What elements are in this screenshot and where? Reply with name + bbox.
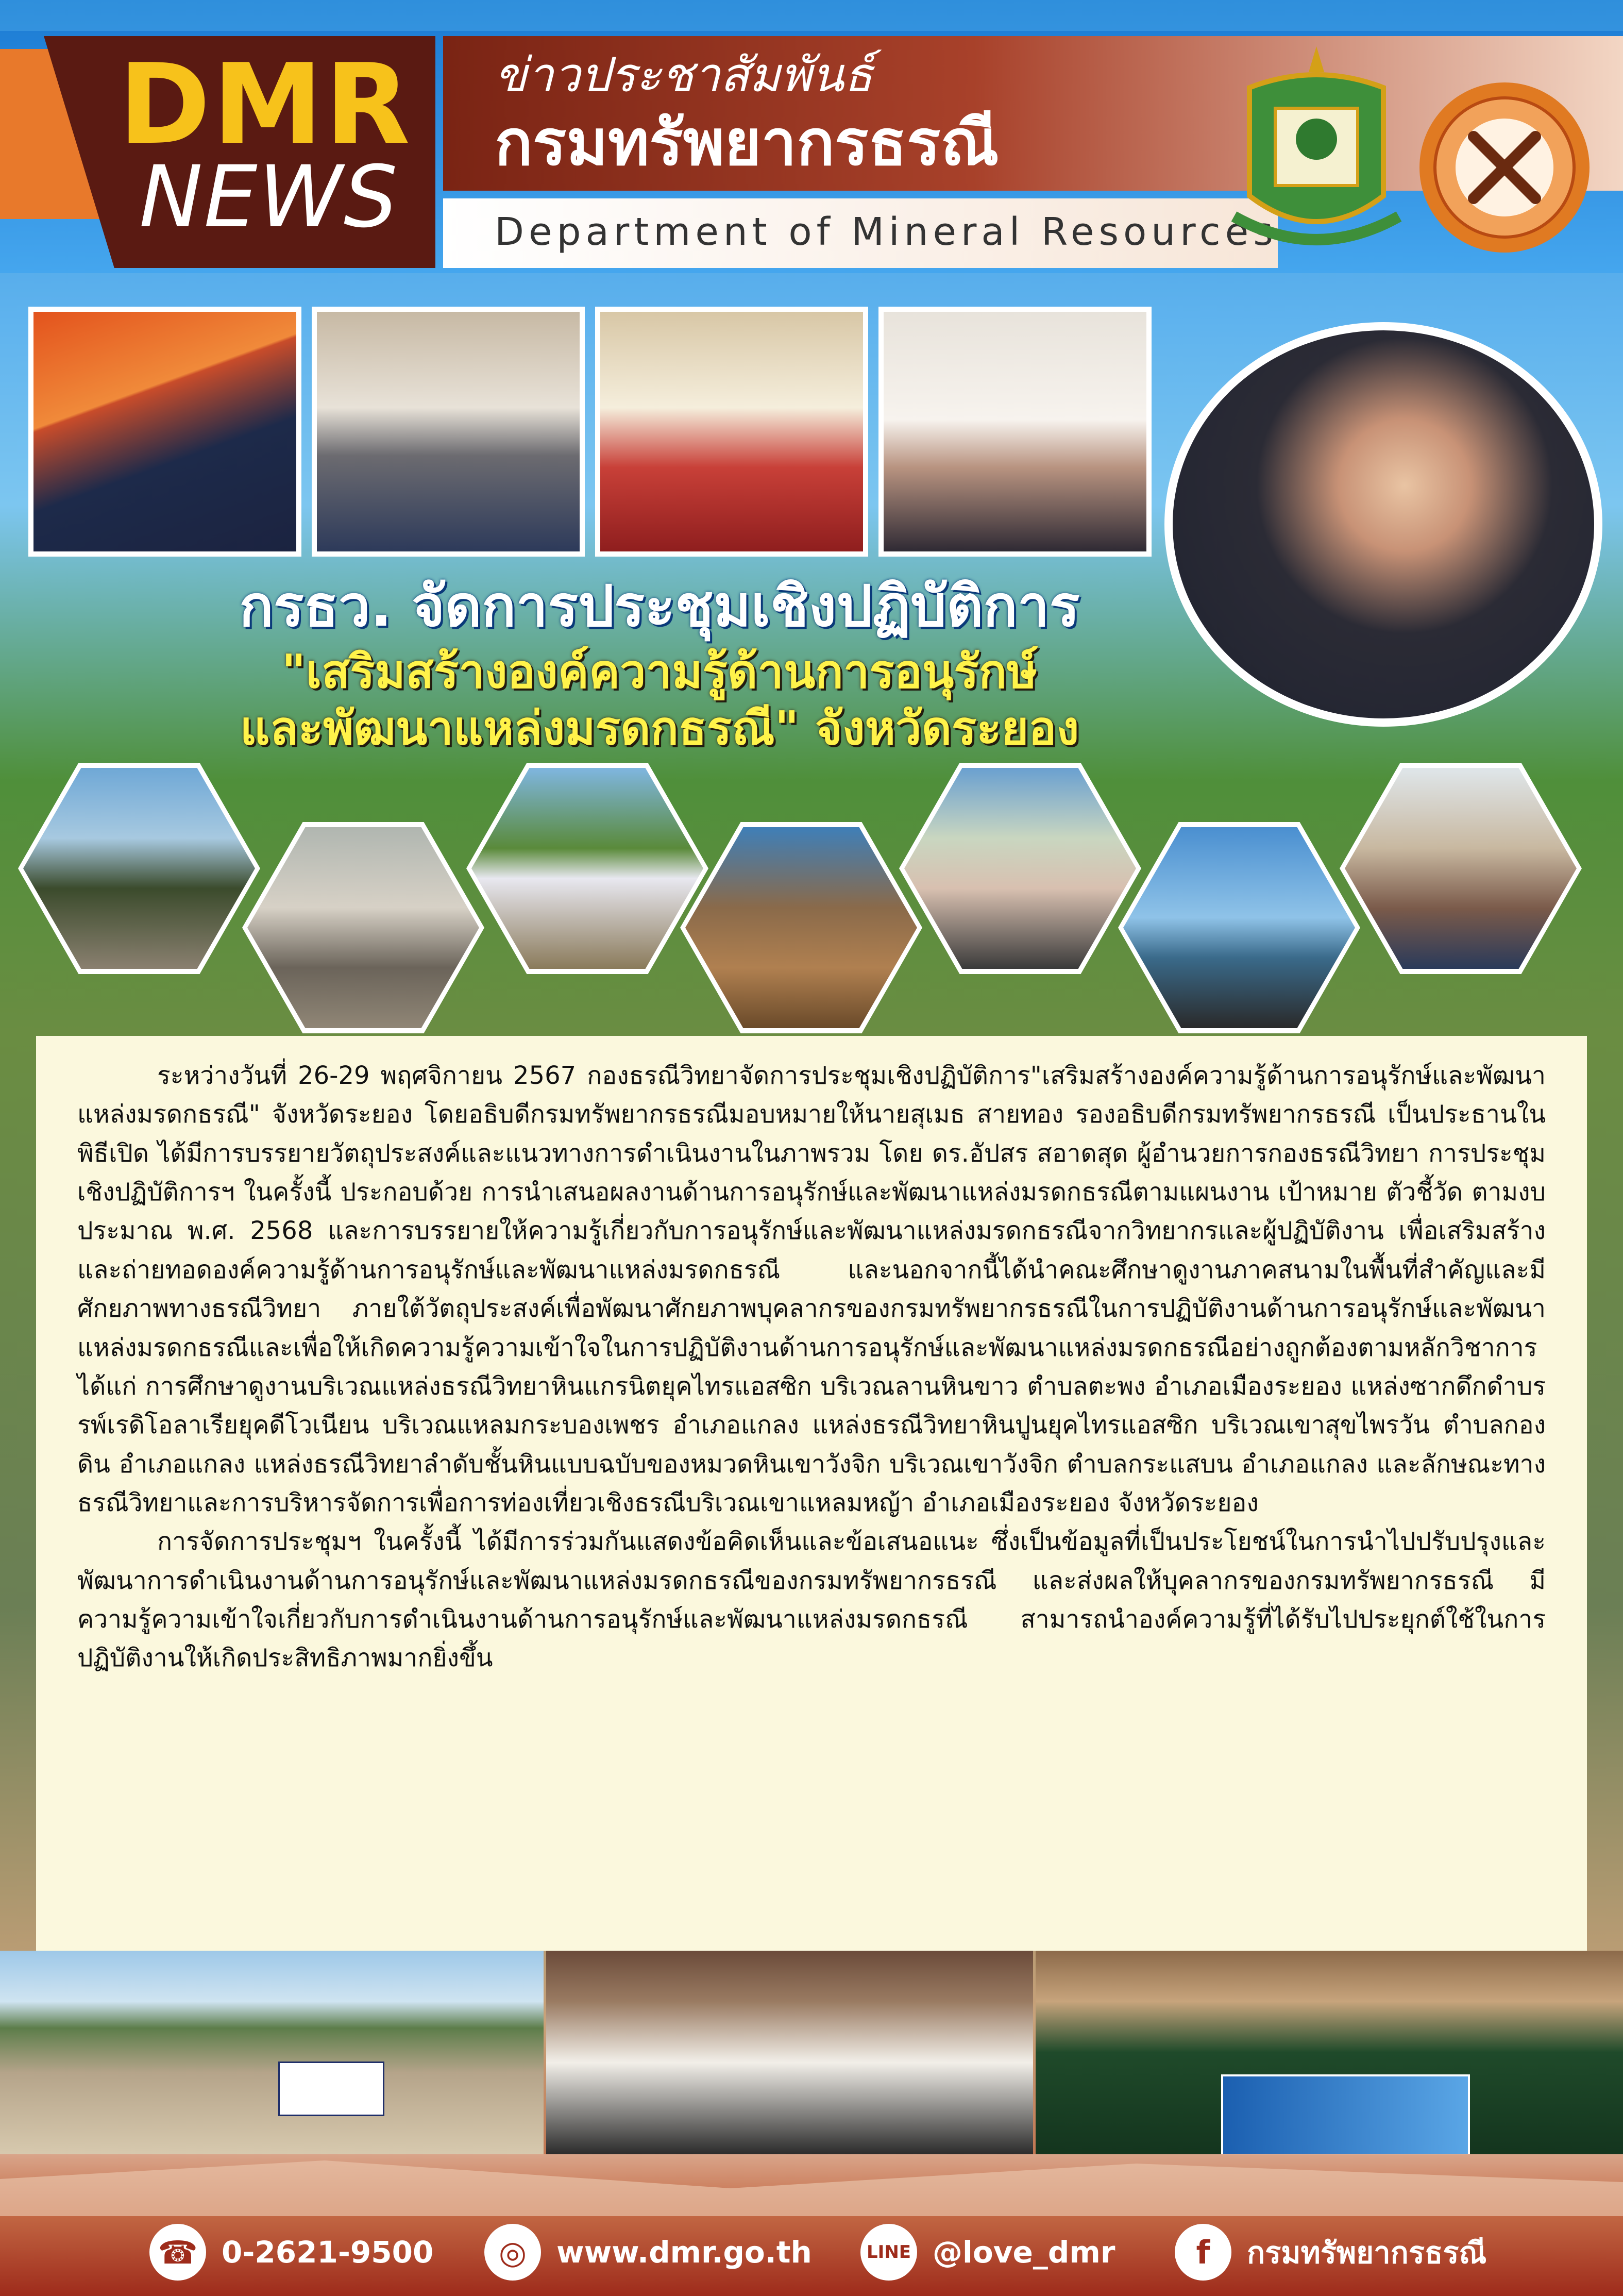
footer-phone-number: 0-2621-9500 — [222, 2235, 434, 2270]
line-icon: LINE — [860, 2224, 917, 2281]
footer-website-url: www.dmr.go.th — [556, 2235, 812, 2270]
hex-photo-field-2 — [242, 822, 484, 1033]
headline-line-2: "เสริมสร้างองค์ความรู้ด้านการอนุรักษ์ — [281, 645, 1038, 699]
photo-chairman-portrait — [1164, 322, 1602, 727]
article-body — [36, 1036, 1587, 1951]
photo-conference-room — [595, 307, 868, 557]
group-photo-hall — [546, 1951, 1033, 2154]
globe-icon: ◎ — [484, 2224, 541, 2281]
footer-phone[interactable] — [149, 2224, 433, 2281]
photo-participants — [878, 307, 1152, 557]
footer-website[interactable] — [484, 2224, 812, 2281]
article-paragraph-1: ระหว่างวันที่ 26-29 พฤศจิกายน 2567 กองธรณีวิทยาจัดการประชุมเชิงปฏิบัติการ"เสริมสร้างองค์ความรู้ด้านการอนุรักษ์และพัฒนาแหล่งมรดกธรณี" จังหวัดระยอง โดยอธิบดีกรมทรัพยากรธรณีมอบหมายให้นายสุเมธ สายทอง รองอธิบดีกรมทรัพยากรธรณี เป็นประธานในพิธีเปิด ได้มีการบรรยายวัตถุประสงค์และแนวทางการดำเนินงานในภาพรวม โดย ดร.อัปสร สอาดสุด ผู้อำนวยการกองธรณีวิทยา การประชุมเชิงปฏิบัติการฯ ในครั้งนี้ ประกอบด้วย การนำเสนอผลงานด้านการอนุรักษ์และพัฒนาแหล่งมรดกธรณีตามแผนงาน เป้าหมาย ตัวชี้วัด ตามงบประมาณ พ.ศ. 2568 และการบรรยายให้ความรู้เกี่ยวกับการอนุรักษ์และพัฒนาแหล่งมรดกธรณีจากวิทยากรและผู้ปฏิบัติงาน เพื่อเสริมสร้างและถ่ายทอดองค์ความรู้ด้านการอนุรักษ์และพัฒนาแหล่งมรดกธรณี และนอกจากนี้ได้นำคณะศึกษาดูงานภาคสนามในพื้นที่สำคัญและมีศักยภาพทางธรณีวิทยา ภายใต้วัตถุประสงค์เพื่อพัฒนาศักยภาพบุคลากรของกรมทรัพยากรธรณีในการปฏิบัติงานด้านการอนุรักษ์และพัฒนาแหล่งมรดกธรณีและเพื่อให้เกิดความรู้ความเข้าใจในการปฏิบัติงานด้านการอนุรักษ์และพัฒนาแหล่งมรดกธรณีอย่างถูกต้องตามหลักวิชาการ ได้แก่ การศึกษาดูงานบริเวณแหล่งธรณีวิทยาหินแกรนิตยุคไทรแอสซิก บริเวณลานหินขาว ตำบลตะพง อำเภอเมืองระยอง แหล่งซากดึกดำบรรพ์เรดิโอลาเรียยุคดีโวเนียน บริเวณแหลมกระบองเพชร อำเภอแกลง แหล่งธรณีวิทยาหินปูนยุคไทรแอสซิก บริเวณเขาสุขไพรวัน ตำบลกองดิน อำเภอแกลง แหล่งธรณีวิทยาลำดับชั้นหินแบบฉบับของหมวดหินเขาวังจิก บริเวณเขาวังจิก ตำบลกระแสบน อำเภอแกลง และลักษณะทางธรณีวิทยาและการบริหารจัดการเพื่อการท่องเที่ยวเชิงธรณีบริเวณเขาแหลมหญ้า อำเภอเมืองระยอง จังหวัดระยอง — [77, 1061, 1546, 1517]
group-photo-beach — [0, 1951, 544, 2154]
department-emblem-icon — [1219, 41, 1414, 263]
footer-facebook-page: กรมทรัพยากรธรณี — [1247, 2235, 1487, 2270]
hex-photo-field-5 — [899, 763, 1141, 974]
facebook-icon: f — [1175, 2224, 1231, 2281]
header-subtitle: ข่าวประชาสัมพันธ์ — [495, 47, 873, 103]
headline-title: กรธว. จัดการประชุมเชิงปฏิบัติการ — [239, 573, 1080, 639]
footer-line-id: @love_dmr — [933, 2235, 1115, 2270]
footer-line[interactable] — [860, 2224, 1115, 2281]
geological-survey-sign — [278, 2062, 384, 2116]
photo-meeting-table — [312, 307, 585, 557]
footer-facebook[interactable] — [1175, 2224, 1486, 2281]
hex-photo-field-3 — [466, 763, 708, 974]
hex-photo-field-7 — [1340, 763, 1582, 974]
workshop-banner — [1221, 2074, 1470, 2156]
header-english-name: Department of Mineral Resources — [495, 210, 1278, 254]
phone-icon: ☎ — [149, 2224, 206, 2281]
hex-photo-field-4 — [680, 822, 922, 1033]
hex-photo-field-6 — [1118, 822, 1360, 1033]
hex-photo-field-1 — [18, 763, 260, 974]
header-title: กรมทรัพยากรธรณี — [495, 106, 999, 179]
headline-line-3: และพัฒนาแหล่งมรดกธรณี" จังหวัดระยอง — [240, 701, 1079, 756]
photo-speaker-podium — [28, 307, 301, 557]
logo-dmr-text: DMR — [119, 40, 412, 169]
article-paragraph-2: การจัดการประชุมฯ ในครั้งนี้ ได้มีการร่วมกันแสดงข้อคิดเห็นและข้อเสนอแนะ ซึ่งเป็นข้อมูลที่เป็นประโยชน์ในการนำไปปรับปรุงและพัฒนาการดำเนินงานด้านการอนุรักษ์และพัฒนาแหล่งมรดกธรณีของกรมทรัพยากรธรณี และส่งผลให้บุคลากรของกรมทรัพยากรธรณี มีความรู้ความเข้าใจเกี่ยวกับการดำเนินงานด้านการอนุรักษ์และพัฒนาแหล่งมรดกธรณี สามารถนำองค์ความรู้ที่ได้รับไปประยุกต์ใช้ในการปฏิบัติงานให้เกิดประสิทธิภาพมากยิ่งขึ้น — [77, 1527, 1546, 1673]
logo-news-text: NEWS — [139, 147, 399, 246]
gear-emblem-icon — [1414, 77, 1595, 258]
